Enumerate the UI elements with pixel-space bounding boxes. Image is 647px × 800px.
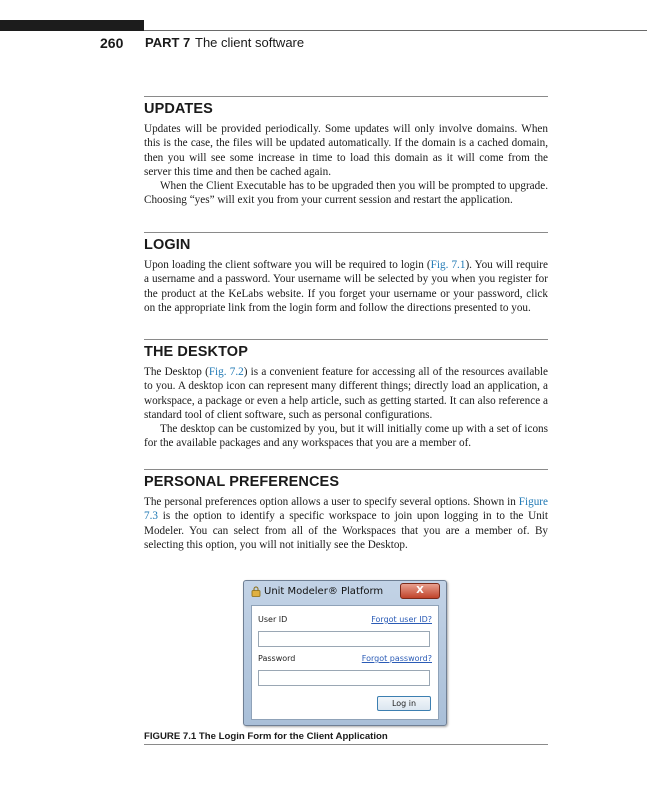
figure-login-window xyxy=(243,580,447,726)
login-window xyxy=(243,580,447,726)
section-heading: PERSONAL PREFERENCES xyxy=(144,474,340,490)
text: The personal preferences option allows a user to specify several options. Shown in xyxy=(144,496,519,508)
close-button[interactable]: X xyxy=(400,583,440,599)
paragraph: Updates will be provided periodically. Some updates will only involve domains. When this is the case, the files will be updated automatically. If the domain is a cached domain, then you will see some increase in time to load this domain as it will come from the server this time and then be cached again. xyxy=(144,123,548,178)
login-button[interactable]: Log in xyxy=(377,696,431,711)
password-input[interactable] xyxy=(258,670,430,686)
figure-reference-link[interactable]: Fig. 7.2 xyxy=(208,366,244,378)
password-label: Password xyxy=(258,654,296,663)
section-heading: THE DESKTOP xyxy=(144,344,248,360)
lock-icon xyxy=(251,586,261,597)
section-heading: LOGIN xyxy=(144,237,191,253)
page-number: 260 xyxy=(100,35,124,51)
paragraph: When the Client Executable has to be upgraded then you will be prompted to upgrade. Choosing “yes” will exit you from your current session and restart the application. xyxy=(144,180,548,207)
section-desktop xyxy=(144,339,548,451)
section-rule xyxy=(144,469,548,470)
section-personal-preferences xyxy=(144,469,548,552)
section-updates xyxy=(144,96,548,208)
section-heading: UPDATES xyxy=(144,101,213,117)
paragraph: The desktop can be customized by you, but it will initially come up with a set of icons for the available packages and any workspaces that you are a member of. xyxy=(144,423,548,450)
top-rule xyxy=(144,30,647,31)
window-title: Unit Modeler® Platform xyxy=(264,586,384,597)
figure-reference-link[interactable]: Figure 7.3 xyxy=(144,496,548,523)
section-rule xyxy=(144,339,548,340)
login-form xyxy=(251,605,439,720)
top-bar-decoration xyxy=(0,20,144,31)
part-title: The client software xyxy=(195,35,305,50)
text: The Desktop ( xyxy=(144,366,209,378)
running-header xyxy=(0,35,647,53)
text: ). You will require a username and a password. Your username will be selected by you when you register for the product at the KeLabs website. If you forget your username or your password, click on the appropriate link from the login form and follow the directions presented to you. xyxy=(144,259,548,314)
user-id-input[interactable] xyxy=(258,631,430,647)
section-login xyxy=(144,232,548,315)
section-rule xyxy=(144,232,548,233)
paragraph xyxy=(144,495,548,552)
text: Upon loading the client software you will be required to login ( xyxy=(144,259,431,271)
paragraph xyxy=(144,365,548,422)
forgot-user-id-link[interactable]: Forgot user ID? xyxy=(371,615,432,624)
user-id-label: User ID xyxy=(258,615,288,624)
section-rule xyxy=(144,96,548,97)
figure-caption: FIGURE 7.1 The Login Form for the Client Application xyxy=(144,731,548,745)
text: is the option to identify a specific workspace to join upon logging in to the Unit Modeler. You can select from all of the Workspaces that you are a member of. By selecting this option, you will not initially see the Desktop. xyxy=(144,510,548,551)
forgot-password-link[interactable]: Forgot password? xyxy=(361,654,432,663)
part-label: PART 7 xyxy=(145,35,191,50)
text: ) is a convenient feature for accessing all of the resources available to you. A desktop icon can represent many different things; directly load an application, a workspace, a package or even a help article, such as getting started. It can also reference a standard tool of client software, such as personal configurations. xyxy=(144,366,548,421)
paragraph xyxy=(144,258,548,315)
figure-reference-link[interactable]: Fig. 7.1 xyxy=(430,259,466,271)
